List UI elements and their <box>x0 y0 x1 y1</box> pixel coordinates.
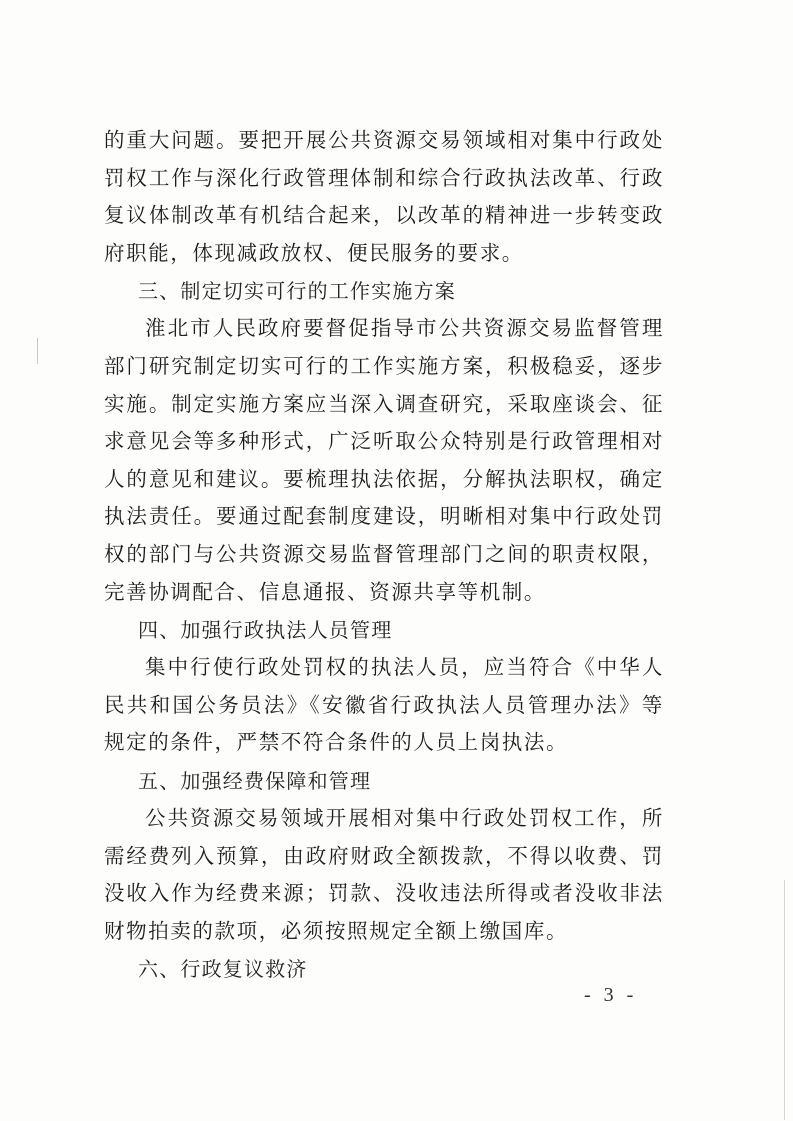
section-heading-6: 六、行政复议救济 <box>138 957 308 982</box>
paragraph-continuation: 的重大问题。要把开展公共资源交易领域相对集中行政处罚权工作与深化行政管理体制和综合行政执法改革、行政复议体制改革有机结合起来，以改革的精神进一步转变政府职能，体现减政放权、便民服务的要求。 <box>104 128 664 265</box>
page-number: - 3 - <box>584 984 638 1006</box>
section-heading-3: 三、制定切实可行的工作实施方案 <box>138 279 456 304</box>
paragraph-funding: 公共资源交易领域开展相对集中行政处罚权工作，所需经费列入预算，由政府财政全额拨款，不得以收费、罚没收入作为经费来源；罚款、没收违法所得或者没收非法财物拍卖的款项，必须按照规定全额上缴国库。 <box>104 805 664 943</box>
document-body <box>104 122 664 988</box>
scan-artifact-right <box>784 880 785 1120</box>
scan-artifact-left <box>37 338 38 364</box>
section-heading-4: 四、加强行政执法人员管理 <box>138 618 393 643</box>
paragraph-implementation-plan: 淮北市人民政府要督促指导市公共资源交易监督管理部门研究制定切实可行的工作实施方案，积极稳妥，逐步实施。制定实施方案应当深入调查研究，采取座谈会、征求意见会等多种形式，广泛听取公众特别是行政管理相对人的意见和建议。要梳理执法依据，分解执法职权，确定执法责任。要通过配套制度建设，明晰相对集中行政处罚权的部门与公共资源交易监督管理部门之间的职责权限，完善协调配合、信息通报、资源共享等机制。 <box>104 316 664 604</box>
section-heading-5: 五、加强经费保障和管理 <box>138 768 372 793</box>
paragraph-enforcement-personnel: 集中行使行政处罚权的执法人员，应当符合《中华人民共和国公务员法》《安徽省行政执法人员管理办法》等规定的条件，严禁不符合条件的人员上岗执法。 <box>104 655 664 755</box>
